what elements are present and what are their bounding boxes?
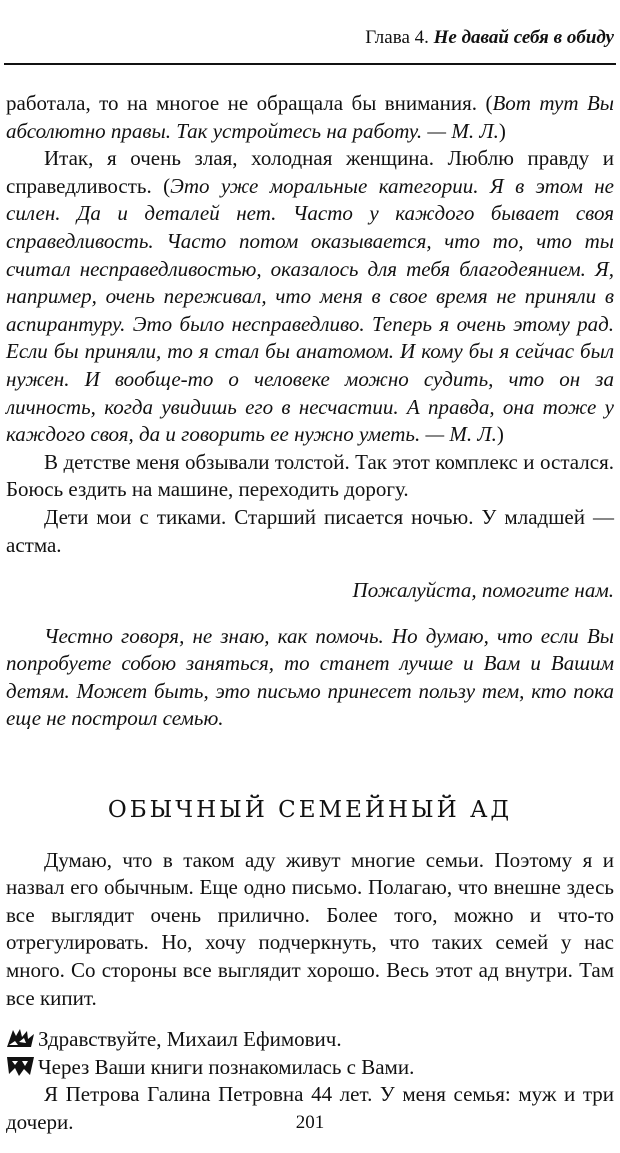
running-header [6, 26, 614, 50]
paragraph-1-close: ) [498, 118, 506, 143]
paragraph-2-close: ) [496, 422, 504, 447]
paragraph-1-text: работала, то на многое не обращала бы внимания. ( [6, 91, 493, 115]
page-body [6, 90, 614, 1137]
letter-greeting: Здравствуйте, Михаил Ефимович. [38, 1027, 342, 1052]
letter-line-2-text: Через Ваши книги познакомилась с Вами. [38, 1054, 415, 1079]
author-comment-2: Это уже моральные категории. Я в этом не силен. Да и деталей нет. Часто у каждого бывает своя справедливость. Часто потом оказывается, что то, что ты считал несправедливостью, оказалось для тебя благодеянием. Я, например, очень переживал, что меня в свое время не приняли в аспирантуру. Это было несправедливо. Теперь я очень этому рад. Если бы приняли, то я стал бы анатомом. И кому бы я сейчас был нужен. И вообще-то о человеке можно судить, что он за личность, когда увидишь его в несчастии. А правда, она тоже у каждого своя, да и говорить ее нужно уметь. — М. Л. [6, 173, 614, 447]
letter-closing: Пожалуйста, помогите нам. [352, 578, 614, 603]
header-rule [4, 63, 616, 65]
letter-line-3: Я Петрова Галина Петровна 44 лет. У меня семья: муж и три дочери. [6, 1082, 614, 1134]
ornament-icon [6, 1027, 36, 1049]
author-comment-1: Вот тут Вы абсолютно правы. Так устройтесь на работу. — М. Л. [6, 91, 614, 143]
ornament-icon [6, 1055, 36, 1077]
paragraph-1 [6, 90, 614, 145]
author-reply: Честно говоря, не знаю, как помочь. Но думаю, что если Вы попробуете собою заняться, то станет лучше и Вам и Вашим детям. Может быть, это письмо принесет пользу тем, кто пока еще не построил семью. [6, 623, 614, 731]
paragraph-4: Дети мои с тиками. Старший писается ночью. У младшей — астма. [6, 504, 614, 557]
paragraph-2-text: Итак, я очень злая, холодная женщина. Люблю правду и справедливость. ( [6, 146, 614, 198]
chapter-title: Не давай себя в обиду [433, 27, 614, 48]
section-title: ОБЫЧНЫЙ СЕМЕЙНЫЙ АД [107, 797, 513, 824]
paragraph-2 [6, 145, 614, 449]
section-intro: Думаю, что в таком аду живут многие семьи. Поэтому я и назвал его обычным. Еще одно письмо. Полагаю, что внешне здесь все выглядит очень прилично. Более того, можно и что-то отрегулировать. Но, хочу подчеркнуть, что таких семей у нас много. Со стороны все выглядит хорошо. Весь этот ад внутри. Там все кипит. [6, 847, 614, 1010]
paragraph-3: В детстве меня обзывали толстой. Так этот комплекс и остался. Боюсь ездить на машине, переходить дорогу. [6, 449, 614, 502]
page-number: 201 [295, 1112, 325, 1133]
chapter-label: Глава 4. [365, 27, 429, 48]
letter-greeting-line [6, 1026, 614, 1054]
letter-line-2 [6, 1054, 614, 1082]
